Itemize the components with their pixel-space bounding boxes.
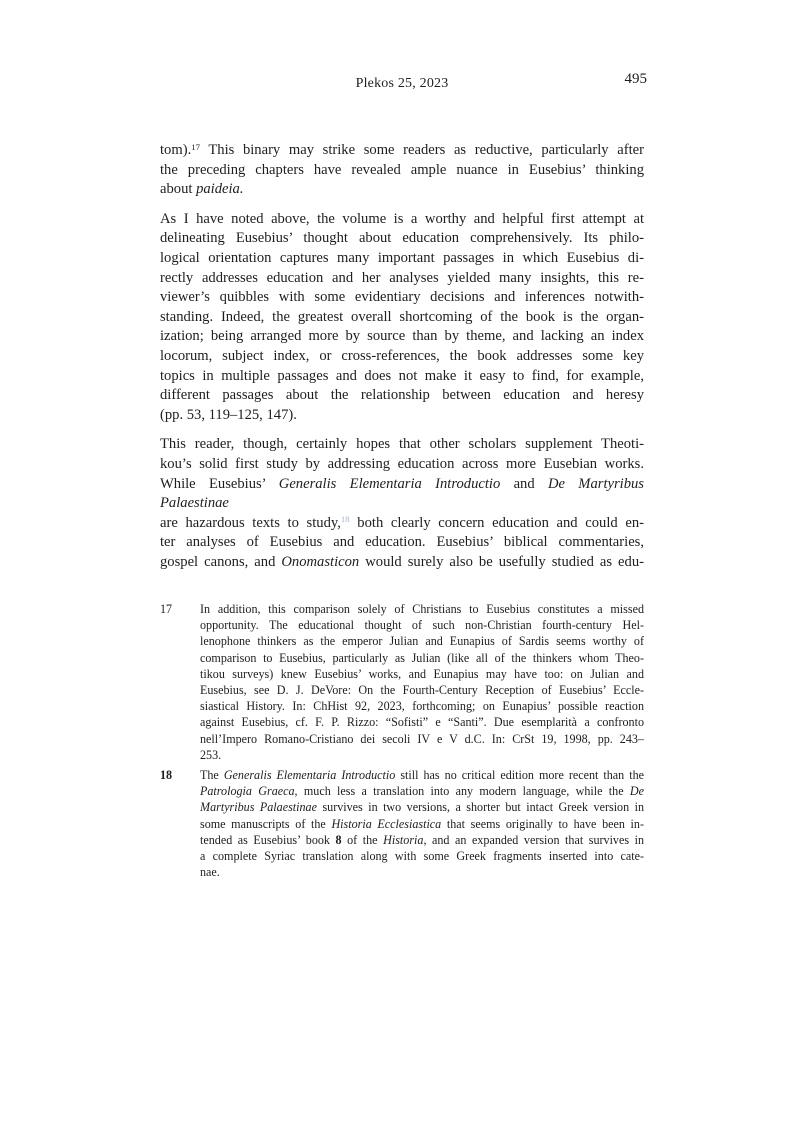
footnote-ref-17: 17	[191, 141, 200, 152]
text-run: delineating Eusebius’ thought about education comprehensively. Its philo-	[160, 230, 644, 247]
text-line	[160, 249, 644, 269]
text-run: topics in multiple passages and does not make it easy to find, for example,	[160, 367, 644, 384]
text-run: a complete Syriac translation along with some Greek fragments inserted into cate-	[200, 849, 644, 864]
text-run: ization; being arranged more by source than by theme, and lacking an index	[160, 328, 644, 345]
styled-text: Historia	[383, 832, 424, 847]
text-run: are hazardous texts to study,	[160, 514, 341, 531]
text-run: against Eusebius, cf. F. P. Rizzo: “Sofisti” e “Santi”. Due esemplarità a confronto	[200, 715, 644, 730]
text-line	[160, 475, 644, 514]
text-run: about	[160, 181, 197, 198]
text-line	[200, 767, 644, 783]
text-run: nell’Impero Romano-Cristiano dei secoli IV e V d.C. In: CrSt 19, 1998, pp. 243–	[200, 731, 644, 746]
text-line	[200, 714, 644, 730]
styled-text: Generalis Elementaria Introductio	[278, 475, 501, 492]
text-run: tended as Eusebius’ book	[200, 832, 336, 847]
text-run: tikou surveys) knew Eusebius’ works, and Eunapius may have too: on Julian and	[200, 666, 644, 681]
text-run: ter analyses of Eusebius and education. Eusebius’ biblical commentaries,	[160, 534, 644, 551]
text-line	[160, 180, 644, 200]
text-run: would surely also be usefully studied as edu-	[359, 553, 644, 570]
text-run: This binary may strike some readers as reductive, particularly after	[199, 142, 644, 158]
text-run: While Eusebius’	[160, 475, 279, 492]
text-line	[160, 269, 644, 289]
text-run: of the	[341, 832, 384, 847]
text-line	[160, 327, 644, 347]
text-run: Eusebius, see D. J. DeVore: On the Fourth-Century Reception of Eusebius’ Eccle-	[200, 683, 644, 698]
footnote-number: 18	[160, 768, 173, 783]
text-line	[200, 864, 644, 880]
styled-text: Historia Ecclesiastica	[331, 816, 442, 831]
footnote-ref-18[interactable]: 18	[340, 514, 350, 525]
text-run: 253.	[200, 747, 222, 762]
text-run: comparison to Eusebius, particularly as Julian (like all of the thinkers whom Theo-	[200, 650, 644, 665]
text-line	[160, 161, 644, 181]
text-run: standing. Indeed, the greatest overall shortcoming of the book is the organ-	[160, 308, 644, 325]
text-line	[200, 783, 644, 799]
text-line	[160, 210, 644, 230]
footnote	[160, 767, 644, 880]
styled-text: Onomasticon	[281, 553, 360, 570]
running-header	[160, 76, 644, 96]
page-number: 495	[624, 71, 647, 87]
text-line	[160, 367, 644, 387]
text-line	[160, 435, 644, 455]
body-text	[160, 141, 644, 582]
text-run: This reader, though, certainly hopes that other scholars supplement Theoti-	[160, 436, 644, 453]
text-line	[160, 229, 644, 249]
styled-text: De Martyribus Palaestinae	[160, 475, 644, 512]
paragraph	[160, 210, 644, 426]
styled-text: 8	[335, 832, 342, 847]
text-line	[200, 799, 644, 815]
text-run: tom).	[160, 142, 192, 158]
styled-text: paideia.	[196, 181, 244, 198]
footnotes-section	[160, 601, 644, 884]
text-run: As I have noted above, the volume is a worthy and helpful first attempt at	[160, 210, 644, 227]
text-run: opportunity. The educational thought of such non-Christian fourth-century Hel-	[200, 618, 644, 633]
journal-title: Plekos 25, 2023	[355, 76, 449, 91]
text-run: kou’s solid first study by addressing education across more Eusebian works.	[160, 455, 644, 472]
text-line	[200, 816, 644, 832]
text-line	[160, 553, 644, 573]
text-run: and	[500, 475, 548, 492]
paragraph	[160, 141, 644, 200]
styled-text: De	[629, 784, 644, 799]
text-run: siastical History. In: ChHist 92, 2023, forthcoming; on Eunapius’ possible reaction	[200, 699, 644, 714]
text-line	[160, 533, 644, 553]
text-line	[200, 698, 644, 714]
styled-text: Generalis Elementaria Introductio	[223, 768, 396, 783]
text-run: locorum, subject index, or cross-references, the book addresses some key	[160, 347, 644, 364]
text-line	[200, 682, 644, 698]
text-run: rectly addresses education and her analyses yielded many insights, this re-	[160, 269, 644, 286]
text-run: nae.	[200, 865, 220, 880]
styled-text: Martyribus Palaestinae	[200, 800, 317, 815]
text-line	[160, 455, 644, 475]
text-line	[160, 406, 644, 426]
text-line	[200, 601, 644, 617]
text-line	[200, 650, 644, 666]
text-run: lenophone thinkers as the emperor Julian and Eunapius of Sardis seems worthy of	[200, 634, 644, 649]
text-run: viewer’s quibbles with some evidentiary decisions and inferences notwith-	[160, 289, 644, 306]
text-line	[200, 848, 644, 864]
styled-text: Patrologia Graeca	[200, 784, 295, 799]
text-run: some manuscripts of the	[200, 816, 332, 831]
text-run: the preceding chapters have revealed ample nuance in Eusebius’ thinking	[160, 161, 644, 178]
text-line	[200, 617, 644, 633]
text-line	[160, 514, 644, 534]
text-run: (pp. 53, 119–125, 147).	[160, 406, 297, 423]
footnote-text	[200, 767, 644, 880]
text-line	[160, 308, 644, 328]
text-run: that seems originally to have been in-	[441, 816, 644, 831]
text-run: In addition, this comparison solely of Christians to Eusebius constitutes a missed	[200, 602, 644, 616]
text-line	[200, 633, 644, 649]
text-line	[160, 347, 644, 367]
footnote-text	[200, 601, 644, 763]
text-run: logical orientation captures many important passages in which Eusebius di-	[160, 249, 644, 266]
text-line	[200, 666, 644, 682]
text-run: survives in two versions, a shorter but intact Greek version in	[316, 800, 645, 815]
text-run: both clearly concern education and could en-	[349, 514, 644, 531]
text-run: different passages about the relationship between education and heresy	[160, 387, 644, 404]
paragraph	[160, 435, 644, 572]
text-line	[200, 832, 644, 848]
text-line	[160, 288, 644, 308]
text-run: , much less a translation into any modern language, while the	[294, 784, 630, 799]
footnote-number: 17	[160, 602, 173, 616]
text-line	[160, 141, 644, 161]
text-line	[200, 731, 644, 747]
text-run: gospel canons, and	[160, 553, 282, 570]
text-run: The	[200, 768, 224, 783]
text-run: still has no critical edition more recent than the	[395, 768, 645, 783]
text-line	[200, 747, 644, 763]
text-run: , and an expanded version that survives in	[423, 832, 645, 847]
text-line	[160, 386, 644, 406]
footnote	[160, 601, 644, 763]
